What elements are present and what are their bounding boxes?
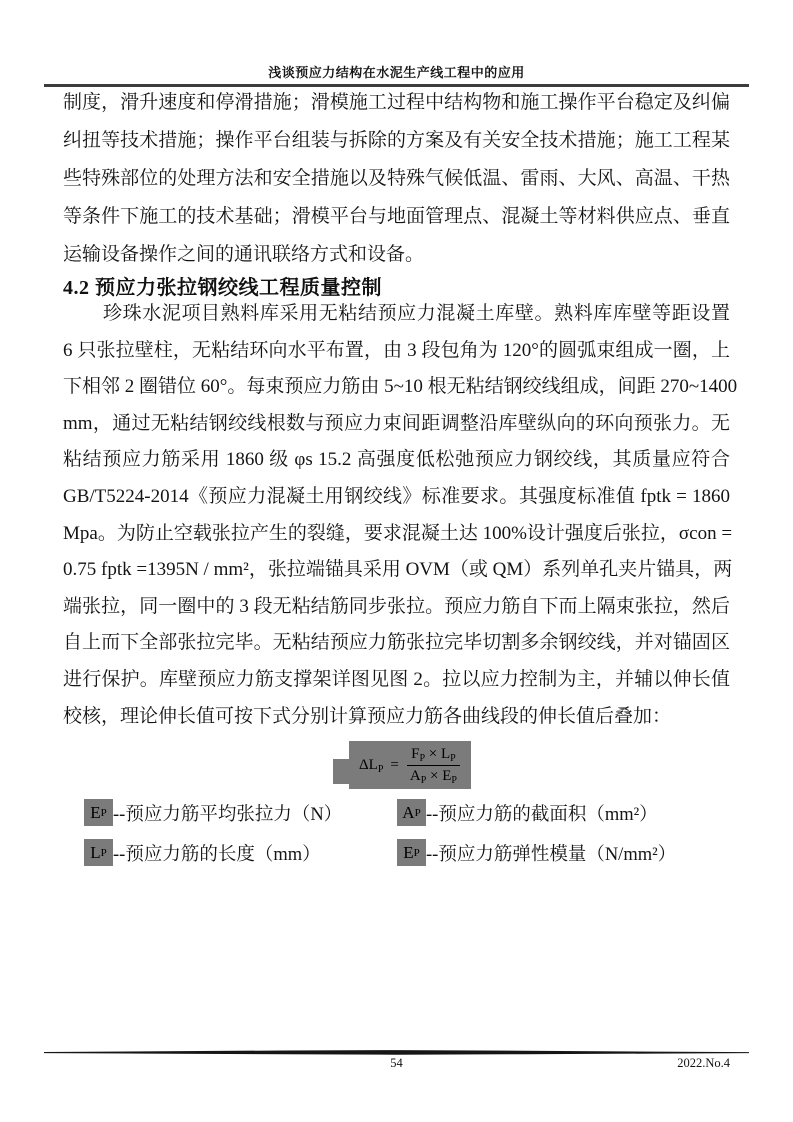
symbol-highlight: A P: [397, 799, 426, 826]
body-line: 些特殊部位的处理方法和安全措施以及特殊气候低温、雷雨、大风、高温、干热: [63, 168, 730, 189]
issue-label: 2022.No.4: [677, 1056, 730, 1070]
formula-highlight-notch: [333, 759, 349, 784]
legend-text: --预应力筋的截面积（mm²）: [426, 804, 658, 825]
body-line: mm，通过无粘结钢绞线根数与预应力束间距调整沿库壁纵向的环向预张力。无: [63, 412, 730, 434]
legend-item: [84, 839, 321, 866]
formula-numerator: $F_P \times L_P$: [407, 746, 460, 766]
symbol-highlight: E P: [84, 799, 113, 826]
body-line: 0.75 fptk =1395N / mm²，张拉端锚具采用 OVM（或 QM）系列单孔夹片锚具，两: [63, 559, 733, 581]
section-heading: 4.2 预应力张拉钢绞线工程质量控制: [63, 277, 382, 299]
legend-item: [397, 799, 658, 826]
body-line: 运输设备操作之间的通讯联络方式和设备。: [63, 244, 425, 265]
body-line: 校核，理论伸长值可按下式分别计算预应力筋各曲线段的伸长值后叠加：: [63, 705, 672, 727]
legend-text: --预应力筋平均张拉力（N）: [113, 804, 343, 825]
body-line: 珍珠水泥项目熟料库采用无粘结预应力混凝土库壁。熟料库库壁等距设置: [103, 303, 730, 324]
footer-rule: [44, 1049, 749, 1056]
paragraph-main: [63, 296, 738, 735]
body-line: 粘结预应力筋采用 1860 级 φs 15.2 高强度低松弛预应力钢绞线，其质量应符合: [63, 449, 730, 471]
formula-denominator: $A_P \times E_P$: [409, 767, 457, 786]
body-line: Mpa。为防止空载张拉产生的裂缝，要求混凝土达 100%设计强度后张拉，σcon =: [63, 522, 733, 544]
formula-equals: =: [390, 756, 399, 773]
formula-fraction: [406, 746, 461, 785]
legend-item: [84, 799, 342, 826]
paragraph-continuation: [63, 84, 730, 274]
running-head-title: 浅谈预应力结构在水泥生产线工程中的应用: [268, 65, 525, 80]
symbol-highlight: E P: [397, 839, 426, 866]
formula-lhs: $\Delta L_P$: [359, 756, 384, 775]
formula-highlight-box: [349, 741, 471, 789]
legend-item: [397, 839, 676, 866]
body-line: 6 只张拉壁柱，无粘结环向水平布置，由 3 段包角为 120°的圆弧束组成一圈，上: [63, 339, 730, 361]
legend-text: --预应力筋弹性模量（N/mm²）: [426, 844, 677, 865]
body-line: 进行保护。库壁预应力筋支撑架详图见图 2。拉以应力控制为主，并辅以伸长值: [63, 668, 730, 690]
body-line: 自上而下全部张拉完毕。无粘结预应力筋张拉完毕切割多余钢绞线，并对锚固区: [63, 632, 730, 654]
body-line: 纠扭等技术措施；操作平台组装与拆除的方案及有关安全技术措施；施工工程某: [63, 130, 730, 151]
body-line: 制度，滑升速度和停滑措施；滑模施工过程中结构物和施工操作平台稳定及纠偏: [63, 92, 730, 113]
legend-text: --预应力筋的长度（mm）: [113, 844, 321, 865]
symbol-highlight: L P: [84, 839, 113, 866]
body-line: GB/T5224-2014《预应力混凝土用钢绞线》标准要求。其强度标准值 fptk = 1860: [63, 485, 730, 507]
body-line: 下相邻 2 圈错位 60°。每束预应力筋由 5~10 根无粘结钢绞线组成，间距 270~1400: [63, 376, 738, 398]
elongation-formula: [333, 741, 471, 789]
page-number: 54: [390, 1056, 403, 1070]
body-line: 等条件下施工的技术基础；滑模平台与地面管理点、混凝土等材料供应点、垂直: [63, 206, 730, 227]
body-line: 端张拉，同一圈中的 3 段无粘结筋同步张拉。预应力筋自下而上隔束张拉，然后: [63, 595, 730, 617]
